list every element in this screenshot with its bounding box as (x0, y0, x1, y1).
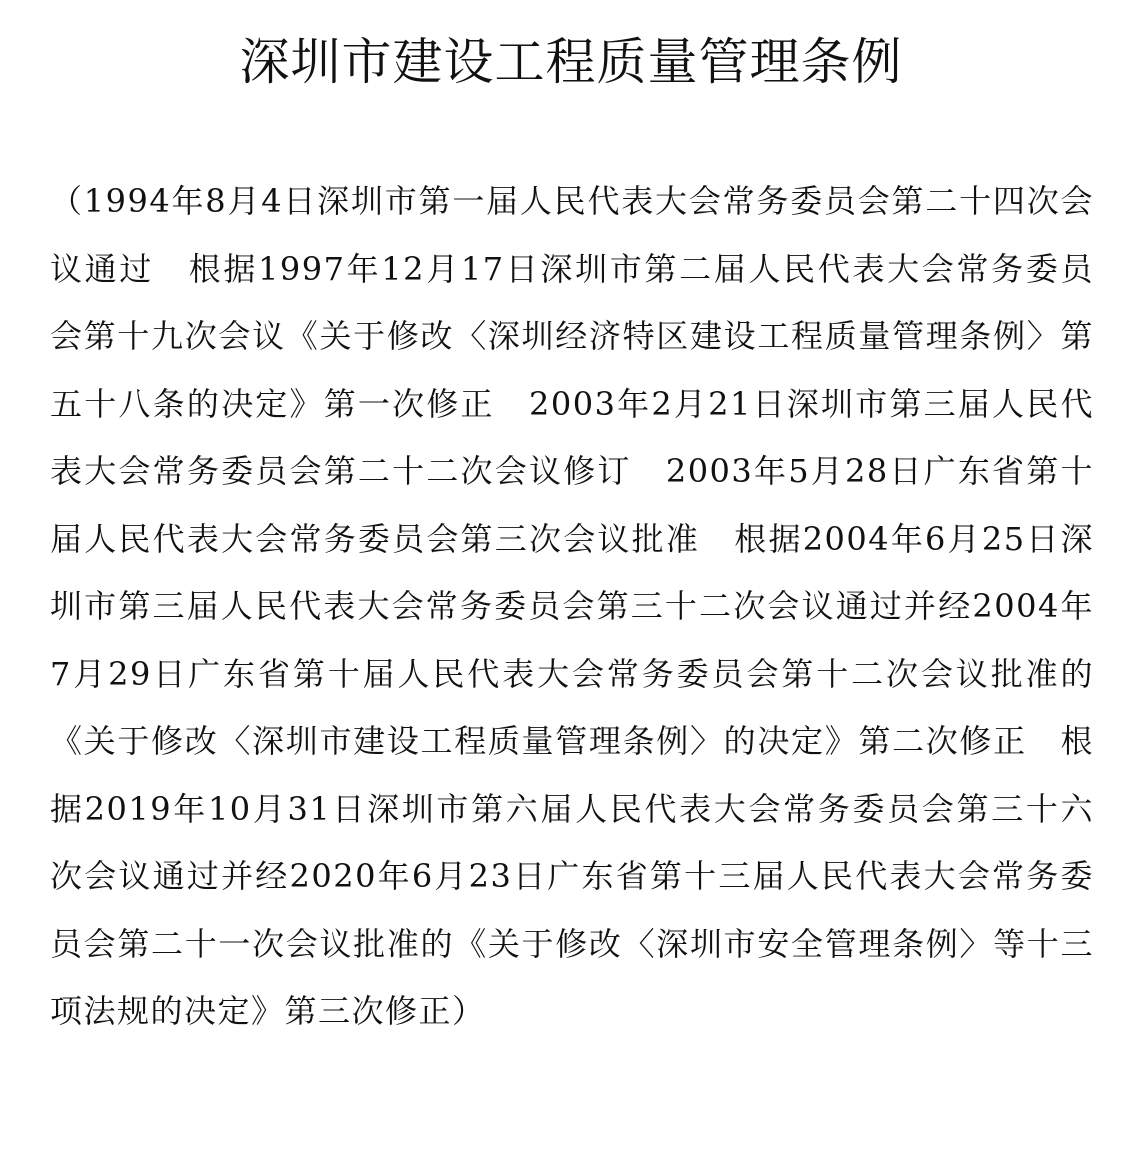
legislative-history-text: （1994年8月4日深圳市第一届人民代表大会常务委员会第二十四次会议通过 根据1997年12月17日深圳市第二届人民代表大会常务委员会第十九次会议《关于修改〈深圳经济特区建设工程质量管理条例〉第五十八条的决定》第一次修正 2003年2月21日深圳市第三届人民代表大会常务委员会第二十二次会议修订 2003年5月28日广东省第十届人民代表大会常务委员会第三次会议批准 根据2004年6月25日深圳市第三届人民代表大会常务委员会第三十二次会议通过并经2004年7月29日广东省第十届人民代表大会常务委员会第十二次会议批准的《关于修改〈深圳市建设工程质量管理条例〉的决定》第二次修正 根据2019年10月31日深圳市第六届人民代表大会常务委员会第三十六次会议通过并经2020年6月23日广东省第十三届人民代表大会常务委员会第二十一次会议批准的《关于修改〈深圳市安全管理条例〉等十三项法规的决定》第三次修正） (50, 182, 1094, 1030)
legislative-history-note (50, 168, 1094, 1046)
document-title: 深圳市建设工程质量管理条例 (239, 33, 903, 91)
